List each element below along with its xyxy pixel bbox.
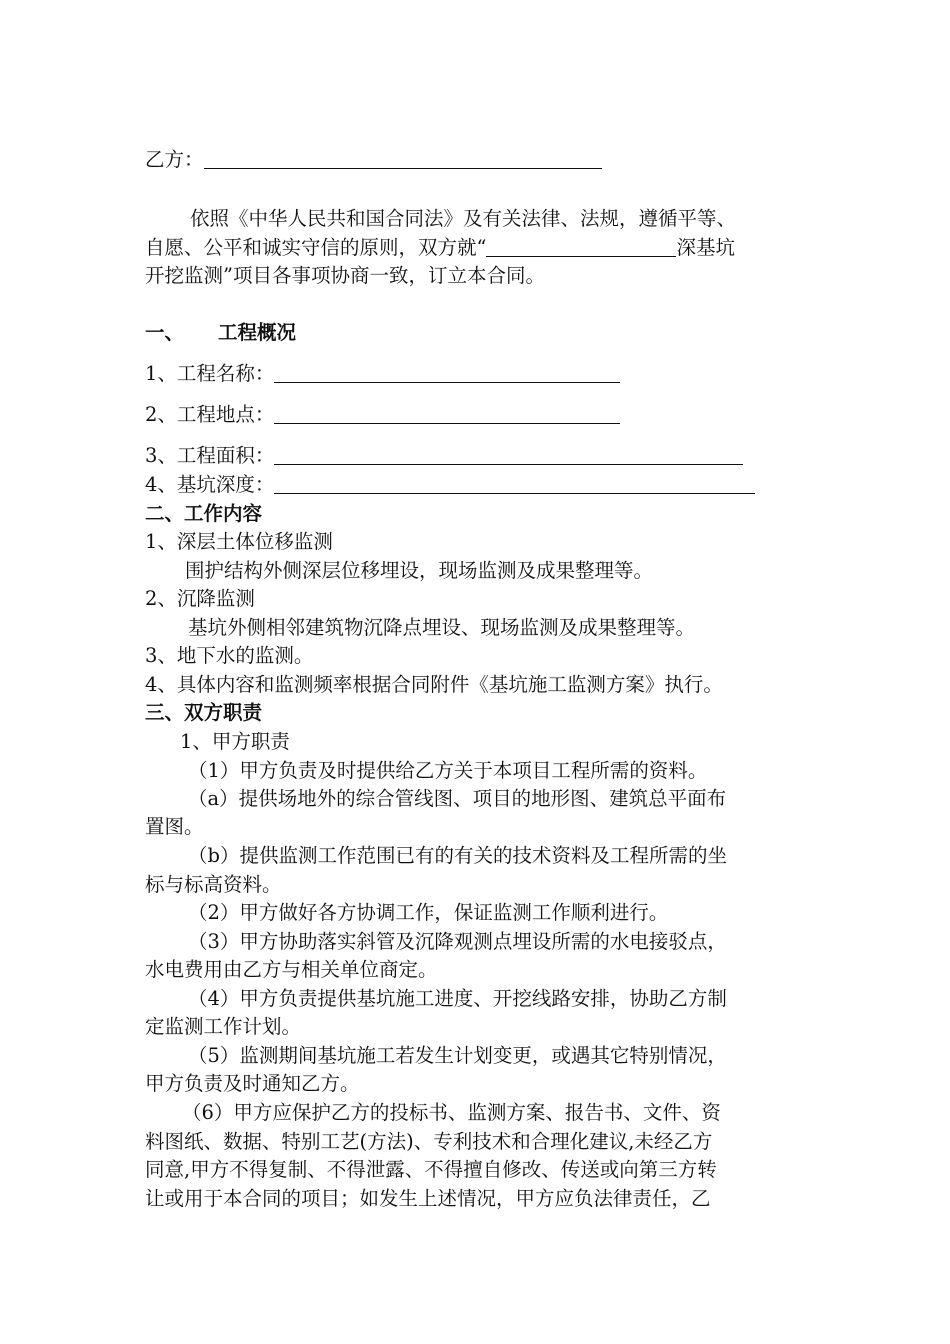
intro-line-3: 开挖监测”项目各事项协商一致，订立本合同。 [145, 264, 545, 287]
field-blank [274, 363, 620, 383]
work-item-1: 1、深层土体位移监测 [145, 530, 333, 553]
duty-5-line-2: 甲方负责及时通知乙方。 [145, 1072, 360, 1095]
duty-6-line-3: 同意,甲方不得复制、不得泄露、不得擅自修改、传送或向第三方转 [145, 1158, 717, 1181]
field-label: 2、工程地点： [145, 403, 275, 426]
field-label: 3、工程面积： [145, 444, 275, 467]
work-item-3: 3、地下水的监测。 [145, 644, 314, 667]
section-1-number: 一、 [145, 321, 185, 344]
field-label: 4、基坑深度： [145, 473, 275, 496]
party-a-duties-heading: 1、甲方职责 [180, 730, 290, 753]
field-pit-depth [145, 473, 755, 497]
duty-6-line-2: 料图纸、数据、特别工艺(方法)、专利技术和合理化建议,未经乙方 [145, 1130, 713, 1153]
field-project-location [145, 403, 620, 427]
duty-2: （2）甲方做好各方协调工作，保证监测工作顺利进行。 [188, 901, 669, 924]
section-1-title: 工程概况 [218, 321, 297, 344]
field-blank [274, 404, 620, 424]
duty-a-line-1: （a）提供场地外的综合管线图、项目的地形图、建筑总平面布 [188, 787, 727, 810]
duty-3-line-2: 水电费用由乙方与相关单位商定。 [145, 958, 438, 981]
duty-6-line-1: （6）甲方应保护乙方的投标书、监测方案、报告书、文件、资 [182, 1101, 721, 1124]
duty-5-line-1: （5）监测期间基坑施工若发生计划变更，或遇其它特别情况， [188, 1044, 727, 1067]
intro-line-1: 依照《中华人民共和国合同法》及有关法律、法规，遵循平等、 [190, 207, 737, 230]
field-project-area [145, 444, 743, 468]
intro-text-a: 自愿、公平和诚实守信的原则，双方就“ [145, 236, 487, 259]
section-1-heading [145, 321, 296, 345]
duty-6-line-4: 让或用于本合同的项目；如发生上述情况，甲方应负法律责任，乙 [145, 1187, 711, 1210]
duty-a-line-2: 置图。 [145, 815, 204, 838]
intro-line-2 [145, 236, 735, 260]
work-item-1-desc: 围护结构外侧深层位移埋设，现场监测及成果整理等。 [185, 559, 654, 582]
duty-4-line-2: 定监测工作计划。 [145, 1015, 302, 1038]
party-b-line [145, 148, 602, 172]
work-item-2: 2、沉降监测 [145, 587, 255, 610]
section-2-title: 二、工作内容 [145, 502, 263, 525]
duty-4-line-1: （4）甲方负责提供基坑施工进度、开挖线路安排，协助乙方制 [188, 987, 727, 1010]
duty-1: （1）甲方负责及时提供给乙方关于本项目工程所需的资料。 [188, 759, 708, 782]
field-blank [274, 445, 743, 465]
duty-b-line-2: 标与标高资料。 [145, 873, 282, 896]
work-item-2-desc: 基坑外侧相邻建筑物沉降点埋设、现场监测及成果整理等。 [188, 616, 696, 639]
work-item-4: 4、具体内容和监测频率根据合同附件《基坑施工监测方案》执行。 [145, 673, 723, 696]
section-3-title: 三、双方职责 [145, 701, 263, 724]
project-name-blank [486, 237, 676, 257]
duty-3-line-1: （3）甲方协助落实斜管及沉降观测点埋设所需的水电接驳点， [188, 930, 727, 953]
party-b-blank [204, 149, 602, 169]
field-project-name [145, 362, 620, 386]
intro-text-b: 深基坑 [676, 236, 735, 259]
duty-b-line-1: （b）提供监测工作范围已有的有关的技术资料及工程所需的坐 [188, 844, 727, 867]
party-b-label: 乙方： [145, 148, 204, 171]
field-label: 1、工程名称： [145, 362, 275, 385]
field-blank [274, 474, 755, 494]
